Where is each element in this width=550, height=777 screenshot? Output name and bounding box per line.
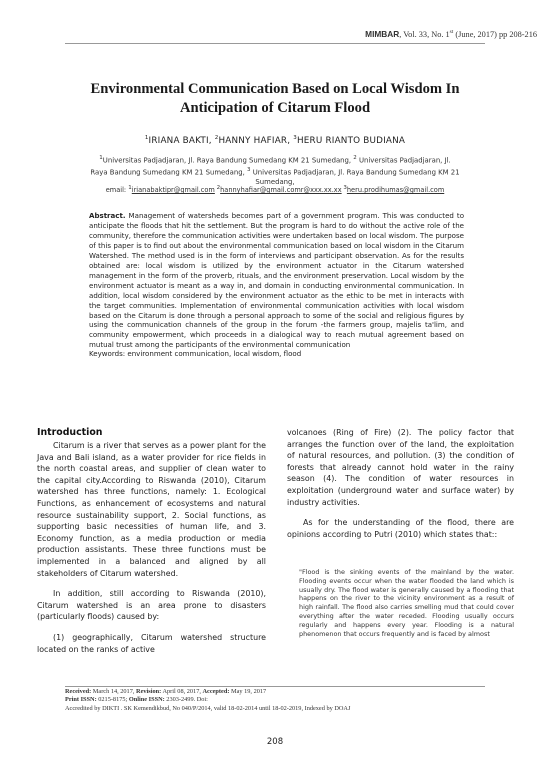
running-header: MIMBAR, Vol. 33, No. 1st (June, 2017) pp 208-216: [365, 29, 537, 39]
abstract: [89, 211, 464, 350]
block-quote: "Flood is the sinking events of the mainland by the water. Flooding events occur when the water flooded the land which is usually dry. The flood water is generally caused by a flooding that happens on the river to the vicinity environment as a result of high rainfall. The flood also carries smelling mud that could cover everything after the water receded. Flooding usually occurs regularly and happens every year. Flooding is a natural phenomenon that occurs frequently and is faced by almost: [299, 568, 514, 638]
paragraph: volcanoes (Ring of Fire) (2). The policy factor that arranges the function over of the land, the exploitation of natural resources, and pollution. (3) the condition of forests that already cannot hold water in the rainy season (4). The condition of water resources in exploitation (underground water and surface water) by industry activities.: [287, 428, 514, 507]
journal-name: MIMBAR: [365, 29, 400, 39]
journal-issue: , Vol. 33, No. 1: [399, 30, 450, 39]
header-divider: [65, 43, 485, 44]
author-list: $^1$IRIANA BAKTI, $^2$HANNY HAFIAR, $^3$HERU RIANTO BUDIANA: [144, 135, 406, 146]
paragraph: Citarum is a river that serves as a power plant for the Java and Bali island, as a water provider for rice fields in the north coastal areas, and supplier of clean water to the capital city.According to Riswanda (2010), Citarum watershed has three functions, namely: 1. Ecological Functions, as enhancement of ecosystems and natural resource sustainability support, 2. Social functions, as supporting basic necessities of human life, and 3. Economy function, as a media production or media production assistants. These three functions must be implemented in a balanced and aligned by all stakeholders of Citarum watershed.: [37, 441, 266, 578]
email-link[interactable]: heru.prodihumas@gmail.com: [346, 186, 445, 195]
paragraph: In addition, still according to Riswanda (2010), Citarum watershed is an area prone to disasters (particularly floods) caused by:: [37, 589, 266, 622]
paragraph: As for the understanding of the flood, there are opinions according to Putri (2010) which states that::: [287, 518, 514, 539]
email-link[interactable]: irianabaktipr@gmail.com: [131, 186, 215, 195]
section-heading-introduction: Introduction: [37, 427, 103, 438]
author-name: HERU RIANTO BUDIANA: [296, 135, 406, 146]
journal-issue-rest: (June, 2017) pp 208-216: [453, 30, 537, 39]
paper-title: Environmental Communication Based on Local Wisdom In Anticipation of Citarum Flood: [90, 81, 460, 116]
footer-divider: [65, 686, 485, 687]
left-column: [37, 440, 266, 655]
keywords: Keywords: environment communication, local wisdom, flood: [89, 349, 302, 358]
author-emails: email: $^1$irianabaktipr@gmail.com $^2$hannyhafiar@gmail.comr@xxx.xx.xx $^3$heru.prodihumas@gmail.com: [105, 185, 445, 195]
paragraph: (1) geographically, Citarum watershed structure located on the ranks of active: [37, 632, 266, 654]
right-column: [287, 427, 514, 540]
author-name: IRIANA BAKTI,: [148, 135, 215, 146]
abstract-text: Management of watersheds becomes part of a government program. This was conducted to anticipate the floods that hit the settlement. But the program is hard to do without the active role of the community, therefore the communication activities were undertaken based on local wisdom. The purpose of this paper is to find out about the environmental communication based on local wisdom in the Citarum Watershed. The method used is in the form of interviews and participant observation. As for the results obtained are: local wisdom is utilized by the environment actuator in the Citarum watershed management in the form of the proverb, rituals, and the environment preservation. Local wisdom by the environment actuator is meant as a way in, and domain in conducting environmental communication. In addition, local wisdom considered by the environment actuator as the ethic to be met in interacts with the target communities. Implementation of environmental communication activities with local wisdom based on the Citarum is done through a personal approach to some of the social and religious figures by using the communication channels of the group in the forum -the farmers group, majelis ta'lim, and community empowerment, which proceeds in a dialogical way to reach mutual agreement based on mutual trust among the participants of the environmental communication: [89, 211, 464, 350]
email-link[interactable]: hannyhafiar@gmail.comr@xxx.xx.xx: [220, 186, 342, 195]
abstract-label: Abstract.: [89, 211, 126, 220]
author-name: HANNY HAFIAR,: [218, 135, 294, 146]
author-affiliations: $^1$Universitas Padjadjaran, Jl. Raya Bandung Sumedang KM 21 Sumedang, $^2$ Universitas Padjadjaran, Jl. Raya Bandung Sumedang KM 21 Sumedang, $^3$ Universitas Padjadjaran, Jl. Raya Bandung Sumedang KM 21 Sumedang,: [90, 155, 460, 186]
article-metadata: Received: March 14, 2017, Revision: April 08, 2017, Accepted: May 19, 2017 Print ISSN: 0215-8175; Online ISSN: 2303-2499. Doi: Accredited by DIKTI . SK Kemendikbud, No 040/P/2014, valid 18-02-2014 until 18-02-2019, Indexed by DOAJ: [65, 688, 351, 712]
page-number: 208: [266, 737, 284, 747]
